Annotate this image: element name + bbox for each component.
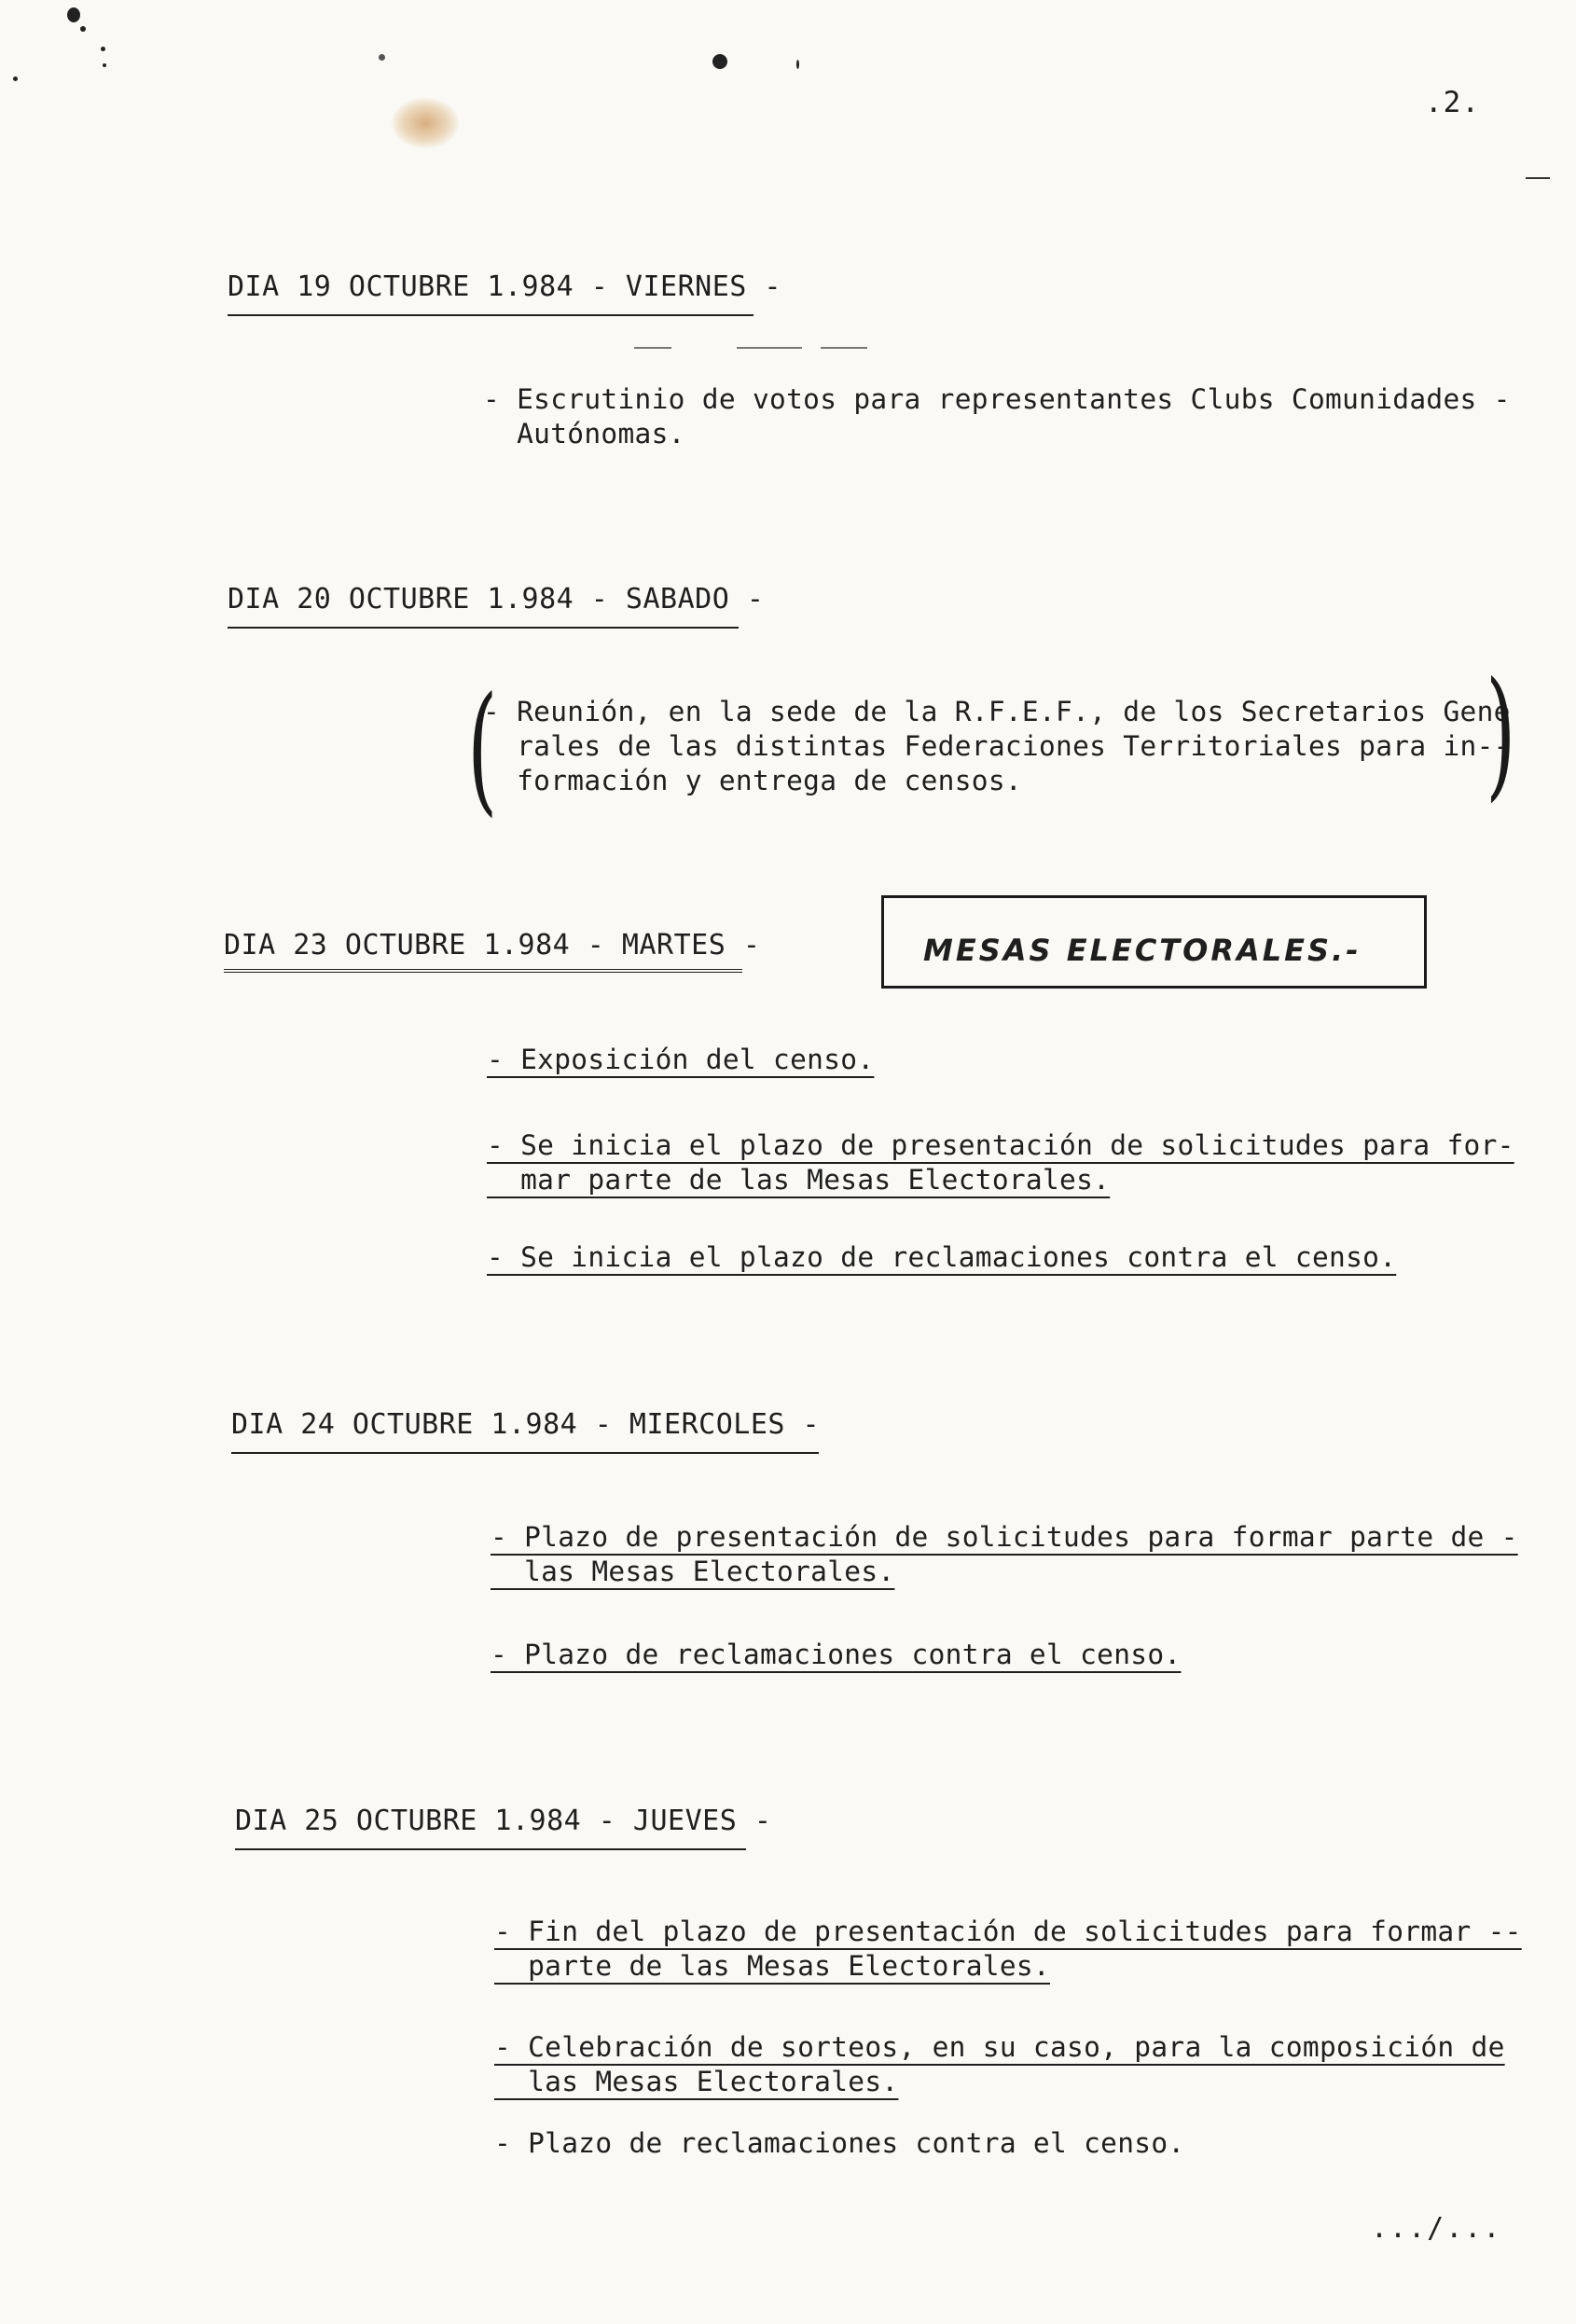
- stray-mark: [1526, 177, 1550, 179]
- item-line: Autónomas.: [483, 418, 685, 450]
- list-item: - Plazo de reclamaciones contra el censo.: [491, 1639, 1182, 1670]
- ink-speck: [103, 63, 106, 67]
- list-item: [494, 2030, 1505, 2099]
- stain-mark: [392, 98, 459, 148]
- item-line: parte de las Mesas Electorales.: [494, 1950, 1050, 1982]
- item-line: - Escrutinio de votos para representantes Clubs Comunidades -: [483, 383, 1511, 415]
- stray-mark: [737, 347, 802, 349]
- ink-speck: [101, 47, 105, 51]
- ink-speck: [379, 54, 385, 61]
- item-line: - Celebración de sorteos, en su caso, para la composición de: [494, 2031, 1505, 2063]
- list-item: - Se inicia el plazo de reclamaciones contra el censo.: [487, 1241, 1397, 1273]
- item-line: - Se inicia el plazo de presentación de solicitudes para for-: [487, 1129, 1514, 1161]
- right-bracket: ): [1486, 653, 1516, 815]
- continuation-mark: .../...: [1371, 2212, 1502, 2245]
- item-line: - Fin del plazo de presentación de solicitudes para formar --: [494, 1916, 1522, 1947]
- stray-mark: [821, 347, 867, 349]
- page-number: .2.: [1425, 86, 1480, 119]
- stamp-text: MESAS ELECTORALES.-: [923, 933, 1362, 968]
- item-line: formación y entrega de censos.: [483, 765, 1022, 796]
- list-item: [494, 1915, 1522, 1984]
- item-line: mar parte de las Mesas Electorales.: [487, 1164, 1111, 1196]
- list-item: [491, 1520, 1518, 1589]
- ink-speck: [712, 54, 727, 69]
- ink-speck: [13, 76, 18, 81]
- ink-speck: [67, 7, 80, 22]
- section-heading: DIA 23 OCTUBRE 1.984 - MARTES -: [224, 929, 742, 973]
- item-line: - Reunión, en la sede de la R.F.E.F., de los Secretarios Gene: [483, 696, 1511, 727]
- item-line: las Mesas Electorales.: [494, 2066, 899, 2097]
- item-line: rales de las distintas Federaciones Territoriales para in--: [483, 730, 1511, 762]
- list-item: [483, 695, 1511, 798]
- section-heading: DIA 25 OCTUBRE 1.984 - JUEVES -: [235, 1805, 746, 1850]
- stray-mark: [634, 347, 671, 349]
- section-heading: DIA 24 OCTUBRE 1.984 - MIERCOLES -: [231, 1408, 819, 1454]
- list-item: - Plazo de reclamaciones contra el censo.: [494, 2127, 1185, 2159]
- section-heading: DIA 19 OCTUBRE 1.984 - VIERNES -: [228, 270, 753, 316]
- left-bracket: (: [467, 668, 498, 830]
- list-item: [483, 382, 1511, 451]
- ink-speck: [80, 26, 86, 32]
- list-item: - Exposición del censo.: [487, 1044, 875, 1075]
- item-line: las Mesas Electorales.: [491, 1556, 895, 1587]
- item-line: - Plazo de presentación de solicitudes para formar parte de -: [491, 1521, 1518, 1553]
- list-item: [487, 1128, 1514, 1197]
- ink-speck: [796, 60, 799, 69]
- section-heading: DIA 20 OCTUBRE 1.984 - SABADO -: [228, 583, 739, 629]
